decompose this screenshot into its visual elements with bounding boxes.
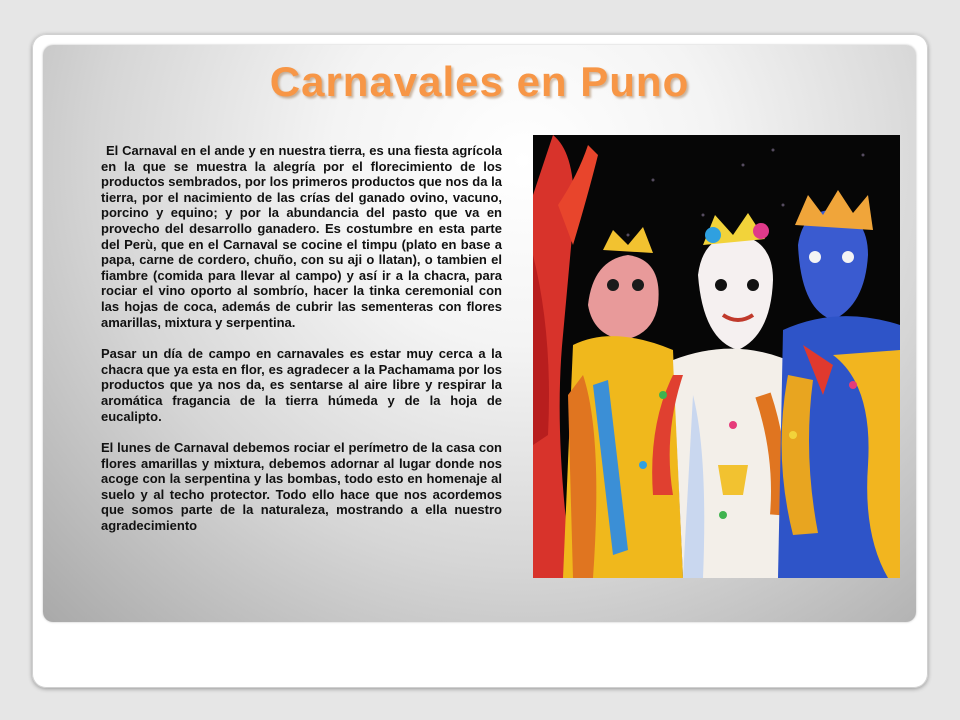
carnival-dancers-illustration xyxy=(533,135,900,578)
body-text xyxy=(101,143,502,550)
paragraph-1: El Carnaval en el ande y en nuestra tierra, es una fiesta agrícola en la que se muestra la alegría por el florecimiento de los productos sembrados, por los primeros productos que nos da la tierra, por el nacimiento de las crías del ganado ovino, vacuno, porcino y equino; y por la abundancia del pasto que va en provecho del desarrollo ganadero. Es costumbre en esta parte del Perù, que en el Carnaval se cocine el timpu (plato en base a papa, carne de cordero, chuño, con su aji o llatan), o tambien el fiambre (comida para llevar al campo) y así ir a la chacra, para rociar el vino oporto al sombrío, hacer la tinka ceremonial con las hojas de coca, además de cubrir las sementeras con flores amarillas, mixtura y serpentina. xyxy=(101,143,502,330)
paragraph-3: El lunes de Carnaval debemos rociar el perímetro de la casa con flores amarillas y mixtura, debemos adornar al lugar donde nos acoge con la serpentina y las bombas, todo esto en homenaje al suelo y al techo protector. Todo ello hace que nos acordemos que somos parte de la naturaleza, mostrando a ella nuestro agradecimiento xyxy=(101,440,502,534)
carnival-dancers-photo xyxy=(533,135,900,578)
paragraph-2: Pasar un día de campo en carnavales es estar muy cerca a la chacra que ya esta en flor, es agradecer a la Pachamama por los productos que ya nos da, es sentarse al aire libre y respirar la aromática fragancia de la tierra húmeda y de la hoja de eucalipto. xyxy=(101,346,502,424)
slide-title: Carnavales en Puno xyxy=(269,58,690,105)
